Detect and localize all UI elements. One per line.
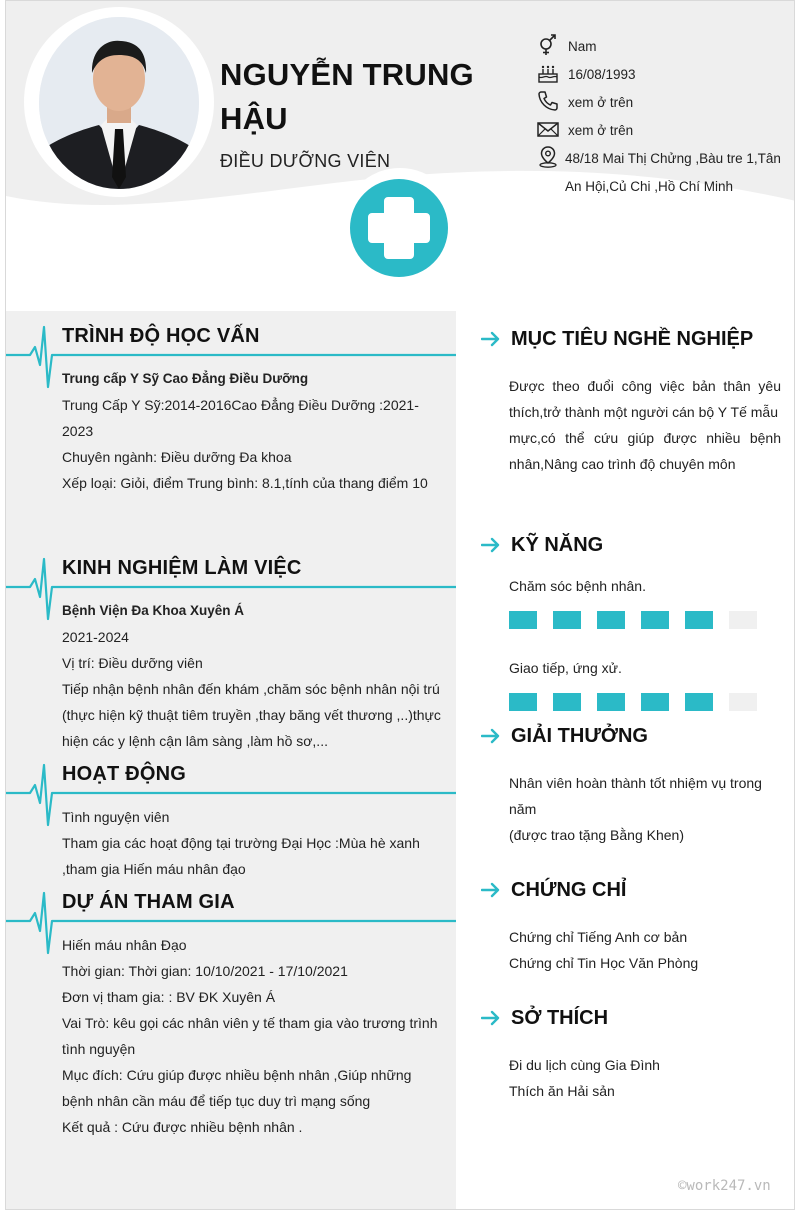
major: Chuyên ngành: Điều dưỡng Đa khoa [62,449,292,465]
section-title: KỸ NĂNG [511,533,604,556]
section-header [481,1004,781,1032]
certificate-item: Chứng chỉ Tiếng Anh cơ bản [509,929,688,945]
section-header [481,722,781,750]
section-certificates [481,876,781,976]
job-description: Tiếp nhận bệnh nhân đến khám ,chăm sóc bệnh nhân nội trú (thực hiện kỹ thuật tiêm truyền ,thay băng vết thương ,..)thực hiện các y lệnh cận lâm sàng ,làm hồ sơ,... [62,681,441,749]
certificate-item: Chứng chỉ Tin Học Văn Phòng [509,955,699,971]
section-title: MỤC TIÊU NGHỀ NGHIỆP [511,327,754,350]
gender-value: Nam [568,39,597,54]
section-body [481,1052,781,1104]
arrow-right-icon [481,1010,501,1026]
contact-gender [536,33,781,61]
birthday-value: 16/08/1993 [568,67,636,82]
section-header [481,325,781,353]
award-line-2: (được trao tặng Bằng Khen) [509,827,684,843]
section-header [481,531,781,559]
contact-info [536,33,781,201]
location-pin-icon [536,145,560,169]
address-value: 48/18 Mai Thị Chửng ,Bàu tre 1,Tân An Hội,Củ Chi ,Hồ Chí Minh [565,151,781,194]
job-title: ĐIỀU DƯỠNG VIÊN [220,151,391,171]
skill-bar-filled [553,693,581,711]
email-value: xem ở trên [568,123,634,138]
skill-bar-filled [641,611,669,629]
gender-icon [536,33,560,57]
section-title: HOẠT ĐỘNG [62,763,187,785]
cv-page [5,0,795,1210]
arrow-right-icon [481,882,501,898]
section-objective [481,325,781,477]
position: Vị trí: Điều dưỡng viên [62,655,203,671]
objective-line-2: mực,có thể cứu giúp được nhiều bệnh nhân,Nâng cao trình độ chuyên môn [509,430,781,472]
skill-label: Chăm sóc bệnh nhân. [509,578,646,594]
grade: Xếp loại: Giỏi, điểm Trung bình: 8.1,tính của thang điểm 10 [62,475,428,491]
section-body [62,932,442,1140]
objective-line-1: Được theo đuổi công việc bản thân yêu thích,trở thành một người cán bộ Y Tế mẫu [509,378,781,420]
section-body [62,366,442,496]
candidate-name: NGUYỄN TRUNG HẬU [220,57,474,136]
skill-bar-filled [597,693,625,711]
section-hobbies [481,1004,781,1104]
section-title: SỞ THÍCH [511,1006,609,1029]
avatar [39,17,199,189]
section-awards [481,722,781,848]
school-name: Trung cấp Y Sỹ Cao Đẳng Điều Dưỡng [62,371,309,386]
contact-email [536,117,781,145]
skill-bar-empty [729,611,757,629]
section-title: CHỨNG CHỈ [511,878,627,901]
section-title: TRÌNH ĐỘ HỌC VẤN [62,325,260,347]
work-period: 2021-2024 [62,629,129,645]
skill-bar-filled [641,693,669,711]
section-body [62,598,442,754]
company-name: Bệnh Viện Đa Khoa Xuyên Á [62,603,245,618]
section-title: GIẢI THƯỞNG [511,724,648,747]
section-body [481,373,781,477]
arrow-right-icon [481,331,501,347]
left-column [6,311,456,1210]
skill-bar-filled [597,611,625,629]
skill-bar-empty [729,693,757,711]
phone-value: xem ở trên [568,95,634,110]
study-period: Trung Cấp Y Sỹ:2014-2016Cao Đẳng Điều Dưỡng :2021-2023 [62,397,419,439]
section-header [481,876,781,904]
contact-address [536,145,781,201]
hobby-item: Thích ăn Hải sản [509,1083,615,1099]
project-purpose: Mục đích: Cứu giúp được nhiều bệnh nhân ,Giúp những bệnh nhân cần máu để tiếp tục duy trì mạng sống [62,1067,412,1109]
skill-bar-filled [685,611,713,629]
phone-icon [536,89,560,113]
skill-bar-filled [509,611,537,629]
award-line-1: Nhân viên hoàn thành tốt nhiệm vụ trong năm [509,775,762,817]
project-unit: Đơn vị tham gia: : BV ĐK Xuyên Á [62,989,276,1005]
section-body [62,804,442,882]
hobby-item: Đi du lịch cùng Gia Đình [509,1057,660,1073]
project-role: Vai Trò: kêu gọi các nhân viên y tế tham gia vào trương trình tình nguyện [62,1015,438,1057]
skill-bar-filled [553,611,581,629]
section-body [481,924,781,976]
section-title: KINH NGHIỆM LÀM VIỆC [62,557,302,579]
arrow-right-icon [481,728,501,744]
skill-rating [509,611,781,629]
activity-1: Tình nguyện viên [62,809,170,825]
skill-bar-filled [509,693,537,711]
skill-label: Giao tiếp, ứng xử. [509,660,622,676]
activity-2: Tham gia các hoạt động tại trường Đại Học :Mùa hè xanh ,tham gia Hiến máu nhân đạo [62,835,420,877]
skill-rating [509,693,781,711]
contact-phone [536,89,781,117]
section-body [481,770,781,848]
birthday-cake-icon [536,61,560,85]
watermark: ©work247.vn [678,1178,771,1194]
section-skills [481,531,781,737]
skills-list [481,573,781,711]
project-result: Kết quả : Cứu được nhiều bệnh nhân . [62,1119,303,1135]
arrow-right-icon [481,537,501,553]
project-name: Hiến máu nhân Đạo [62,937,187,953]
email-icon [536,117,560,141]
skill-bar-filled [685,693,713,711]
section-title: DỰ ÁN THAM GIA [62,891,235,913]
contact-birthday [536,61,781,89]
medical-cross-icon [350,179,448,277]
project-time: Thời gian: Thời gian: 10/10/2021 - 17/10/2021 [62,963,348,979]
